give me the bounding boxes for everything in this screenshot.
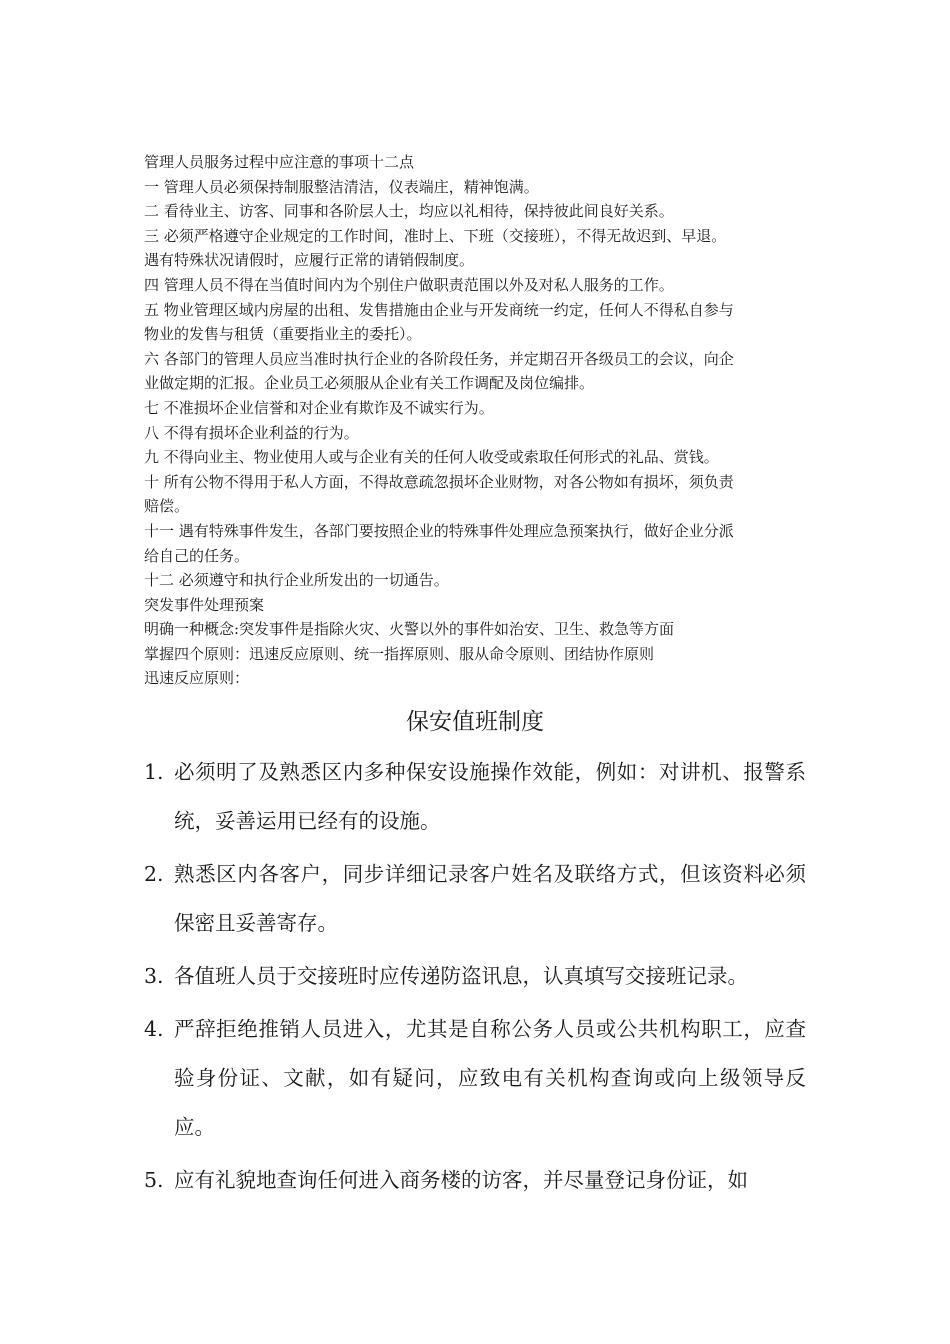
notice-line: 四 管理人员不得在当值时间内为个别住户做职责范围以外及对私人服务的工作。 bbox=[144, 275, 674, 294]
list-item-number: 2. bbox=[144, 862, 164, 886]
list-item-number: 1. bbox=[144, 760, 164, 784]
notice-line: 五 物业管理区域内房屋的出租、发售措施由企业与开发商统一约定，任何人不得私自参与 bbox=[144, 300, 734, 319]
notice-line: 掌握四个原则：迅速反应原则、统一指挥原则、服从命令原则、团结协作原则 bbox=[144, 644, 655, 663]
notice-line: 十一 遇有特殊事件发生，各部门要按照企业的特殊事件处理应急预案执行，做好企业分派 bbox=[144, 521, 734, 540]
notice-line: 业做定期的汇报。企业员工必须服从企业有关工作调配及岗位编排。 bbox=[144, 374, 595, 393]
notice-line: 明确一种概念:突发事件是指除火灾、火警以外的事件如治安、卫生、救急等方面 bbox=[144, 620, 675, 639]
list-item-number: 3. bbox=[144, 964, 164, 988]
list-item-number: 5. bbox=[144, 1168, 164, 1192]
notice-line: 管理人员服务过程中应注意的事项十二点 bbox=[144, 153, 415, 171]
notice-line: 一 管理人员必须保持制服整洁清洁，仪表端庄，精神饱满。 bbox=[144, 177, 539, 196]
staff-notice-section bbox=[144, 150, 814, 691]
notice-line: 六 各部门的管理人员应当准时执行企业的各阶段任务，并定期召开各级员工的会议，向企 bbox=[144, 349, 734, 368]
list-item-text: 各值班人员于交接班时应传递防盗讯息，认真填写交接班记录。 bbox=[174, 964, 748, 988]
security-rule-list bbox=[144, 748, 806, 1209]
list-item bbox=[144, 748, 806, 846]
notice-line: 三 必须严格遵守企业规定的工作时间，准时上、下班（交接班），不得无故迟到、早退。 bbox=[144, 226, 727, 245]
notice-line: 突发事件处理预案 bbox=[144, 595, 265, 614]
notice-line: 二 看待业主、访客、同事和各阶层人士，均应以礼相待，保持彼此间良好关系。 bbox=[144, 202, 674, 221]
list-item bbox=[144, 1156, 806, 1205]
notice-line: 十二 必须遵守和执行企业所发出的一切通告。 bbox=[144, 571, 449, 590]
list-item-text: 应有礼貌地查询任何进入商务楼的访客，并尽量登记身份证，如 bbox=[174, 1168, 748, 1192]
notice-line: 迅速反应原则： bbox=[144, 669, 250, 688]
notice-line: 给自己的任务。 bbox=[144, 546, 250, 565]
notice-line: 九 不得向业主、物业使用人或与企业有关的任何人收受或索取任何形式的礼品、赏钱。 bbox=[144, 448, 719, 467]
list-item-text: 必须明了及熟悉区内多种保安设施操作效能，例如：对讲机、报警系统，妥善运用已经有的设施。 bbox=[174, 760, 806, 833]
notice-line: 七 不准损坏企业信誉和对企业有欺诈及不诚实行为。 bbox=[144, 398, 494, 417]
notice-line: 十 所有公物不得用于私人方面，不得故意疏忽损坏企业财物，对各公物如有损坏，须负责 bbox=[144, 472, 734, 491]
notice-line: 八 不得有损坏企业利益的行为。 bbox=[144, 423, 359, 442]
list-item bbox=[144, 1005, 806, 1152]
notice-line: 物业的发售与租赁（重要指业主的委托）。 bbox=[144, 325, 422, 344]
list-item-number: 4. bbox=[144, 1017, 164, 1041]
list-item bbox=[144, 850, 806, 948]
notice-line: 遇有特殊状况请假时，应履行正常的请销假制度。 bbox=[144, 251, 475, 270]
list-item-text: 熟悉区内各客户，同步详细记录客户姓名及联络方式，但该资料必须保密且妥善寄存。 bbox=[174, 862, 806, 935]
list-item bbox=[144, 952, 806, 1001]
security-duty-title: 保安值班制度 bbox=[406, 709, 544, 735]
list-item-text: 严辞拒绝推销人员进入，尤其是自称公务人员或公共机构职工，应查验身份证、文献，如有疑问，应致电有关机构查询或向上级领导反应。 bbox=[174, 1017, 806, 1139]
notice-line: 赔偿。 bbox=[144, 497, 190, 516]
